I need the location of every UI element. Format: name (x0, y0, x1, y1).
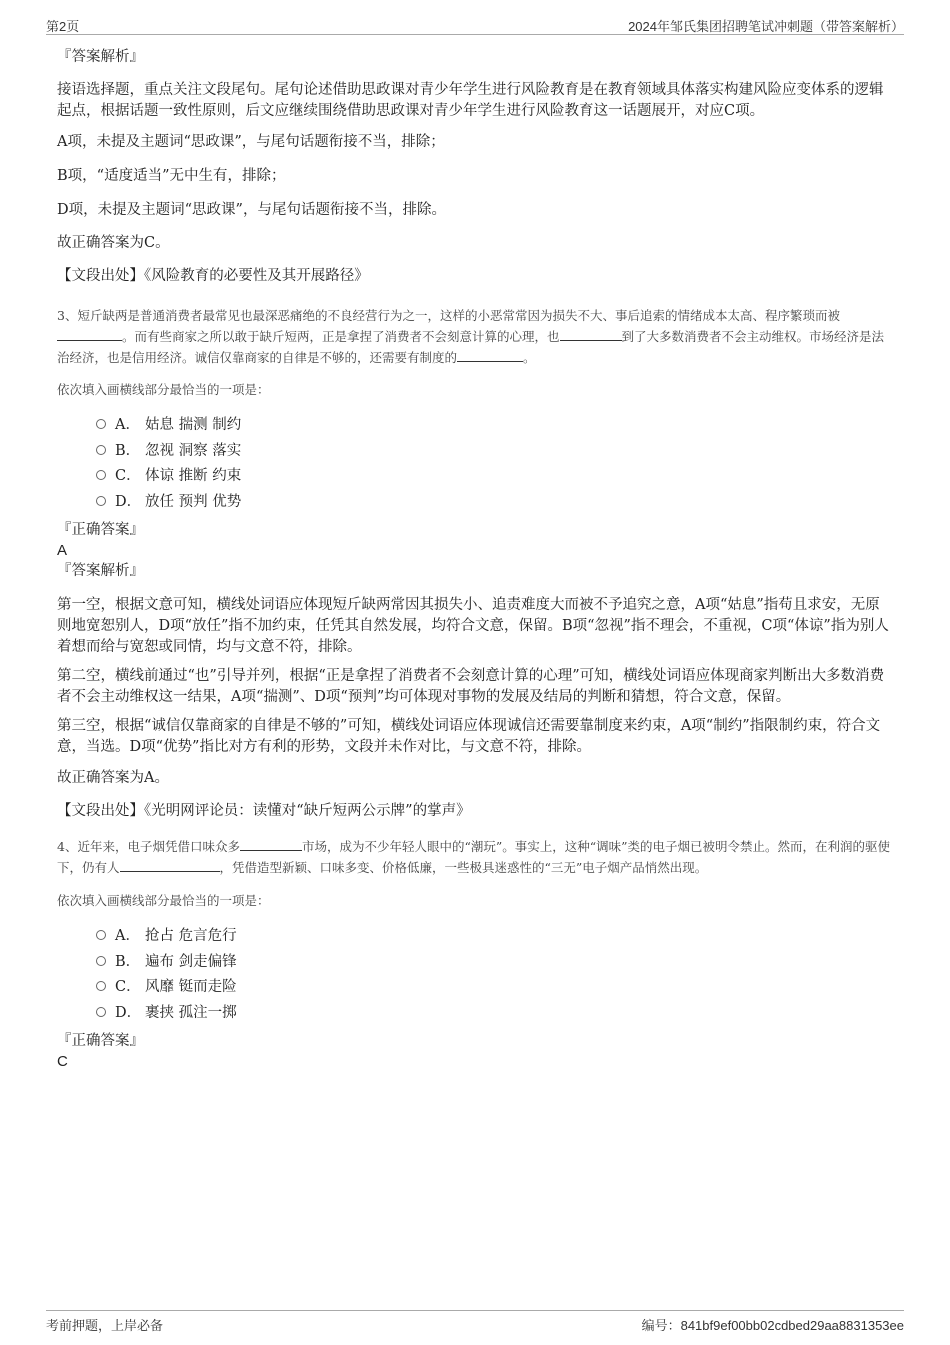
q4-stem-part3: ，凭借造型新颖、口味多变、价格低廉，一些极具迷惑性的“三无”电子烟产品悄然出现。 (219, 860, 708, 875)
q4-option-b[interactable] (96, 952, 237, 972)
document-title: 2024年邹氏集团招聘笔试冲刺题（带答案解析） (628, 19, 904, 34)
page-header (46, 14, 904, 35)
option-text: 遍布 剑走偏锋 (145, 954, 237, 970)
page-number: 第2页 (46, 19, 80, 34)
radio-icon[interactable] (96, 496, 106, 506)
option-key: B． (115, 443, 141, 459)
q3-analysis-blank-3: 第三空，根据“诚信仅靠商家的自律是不够的”可知，横线处词语应体现诚信还需要靠制度来约束，A项“制约”指限制约束，符合文意，当选。D项“优势”指比对方有利的形势，文段并未作对比，与文意不符，排除。 (57, 718, 881, 755)
q3-blank-1 (57, 328, 122, 341)
q2-analysis-option-a: A项，未提及主题词“思政课”，与尾句话题衔接不当，排除； (57, 134, 445, 150)
radio-icon[interactable] (96, 445, 106, 455)
option-text: 体谅 推断 约束 (145, 468, 242, 484)
option-key: D． (115, 494, 142, 510)
q3-stem (57, 305, 892, 368)
option-key: A． (115, 417, 140, 433)
q4-correct-heading: 『正确答案』 (57, 1033, 144, 1049)
option-key: C． (115, 468, 141, 484)
option-text: 风靡 铤而走险 (145, 979, 237, 995)
q2-analysis-heading: 『答案解析』 (57, 49, 144, 65)
q4-option-a[interactable] (96, 926, 237, 946)
option-text: 抢占 危言危行 (145, 928, 237, 944)
page-footer (46, 1310, 904, 1333)
q3-option-c[interactable] (96, 466, 241, 486)
q3-source: 【文段出处】《光明网评论员：读懂对“缺斤短两公示牌”的掌声》 (57, 803, 471, 819)
code-value: 841bf9ef00bb02cdbed29aa8831353ee (680, 1318, 904, 1333)
q2-conclusion: 故正确答案为C。 (57, 235, 170, 251)
option-text: 忽视 洞察 落实 (145, 443, 242, 459)
option-text: 裹挟 孤注一掷 (145, 1005, 237, 1021)
q4-stem-part1: 4、近年来，电子烟凭借口味众多 (57, 839, 240, 854)
q4-correct-answer: C (57, 1053, 68, 1070)
radio-icon[interactable] (96, 1007, 106, 1017)
radio-icon[interactable] (96, 956, 106, 966)
q3-option-b[interactable] (96, 441, 241, 461)
q4-blank-1 (240, 838, 302, 851)
q3-stem-part4: 。 (523, 350, 536, 365)
q3-stem-part3: 到了大多数消费者不会主动维权。市场经济是法治经济，也是信用经济。诚信仅靠商家的自律是不够的，还需要有制度的 (57, 329, 885, 365)
option-key: C． (115, 979, 141, 995)
q3-blank-3 (457, 349, 523, 362)
option-key: A． (115, 928, 140, 944)
radio-icon[interactable] (96, 930, 106, 940)
q3-correct-answer: A (57, 542, 68, 559)
q3-analysis-heading: 『答案解析』 (57, 563, 144, 579)
q3-analysis-blank-1: 第一空，根据文意可知，横线处词语应体现短斤缺两常因其损失小、追责难度大而被不予追究之意，A项“姑息”指苟且求安，无原则地宽恕别人，D项“放任”指不加约束，任凭其自然发展，均符合文意，保留。B项“忽视”指不理会，不重视，C项“体谅”指为别人着想而给与宽恕或同情，均与文意不符，排除。 (57, 597, 889, 655)
q4-stem (57, 836, 892, 878)
q3-conclusion: 故正确答案为A。 (57, 770, 169, 786)
q2-source: 【文段出处】《风险教育的必要性及其开展路径》 (57, 268, 369, 284)
q4-option-d[interactable] (96, 1003, 237, 1023)
option-key: B． (115, 954, 141, 970)
q4-stem-part2: 市场，成为不少年轻人眼中的“潮玩”。事实上，这种“调味”类的电子烟已被明令禁止。然而，在利润的驱使下，仍有人 (57, 839, 891, 875)
q4-blank-2 (120, 859, 220, 872)
code-label: 编号： (641, 1319, 681, 1334)
q3-option-a[interactable] (96, 415, 241, 435)
q3-stem-part1: 3、短斤缺两是普通消费者最常见也最深恶痛绝的不良经营行为之一，这样的小恶常常因为损失不大、事后追索的情绪成本太高、程序繁琐而被 (57, 308, 840, 323)
option-key: D． (115, 1005, 142, 1021)
option-text: 姑息 揣测 制约 (145, 417, 242, 433)
q3-blank-2 (560, 328, 622, 341)
q3-stem-part2: 。而有些商家之所以敢于缺斤短两，正是拿捏了消费者不会刻意计算的心理，也 (122, 329, 560, 344)
q3-instruction: 依次填入画横线部分最恰当的一项是： (57, 382, 270, 397)
q4-instruction: 依次填入画横线部分最恰当的一项是： (57, 893, 270, 908)
q3-analysis-blank-2: 第二空，横线前通过“也”引导并列，根据“正是拿捏了消费者不会刻意计算的心理”可知，横线处词语应体现商家判断出大多数消费者不会主动维权这一结果，A项“揣测”、D项“预判”均可体现对事物的发展及结局的判断和猜想，符合文意，保留。 (57, 668, 885, 705)
q4-option-c[interactable] (96, 977, 237, 997)
radio-icon[interactable] (96, 419, 106, 429)
footer-slogan: 考前押题，上岸必备 (46, 1319, 164, 1334)
radio-icon[interactable] (96, 981, 106, 991)
q3-option-d[interactable] (96, 492, 241, 512)
q2-analysis-option-d: D项，未提及主题词“思政课”，与尾句话题衔接不当，排除。 (57, 202, 446, 218)
document-code (642, 1315, 904, 1334)
option-text: 放任 预判 优势 (145, 494, 242, 510)
q2-analysis-paragraph: 接语选择题，重点关注文段尾句。尾句论述借助思政课对青少年学生进行风险教育是在教育领域具体落实构建风险应变体系的逻辑起点，根据话题一致性原则，后文应继续围绕借助思政课对青少年学生进行风险教育这一话题展开，对应C项。 (57, 82, 884, 119)
q3-correct-heading: 『正确答案』 (57, 522, 144, 538)
q2-analysis-option-b: B项，“适度适当”无中生有，排除； (57, 168, 286, 184)
radio-icon[interactable] (96, 470, 106, 480)
